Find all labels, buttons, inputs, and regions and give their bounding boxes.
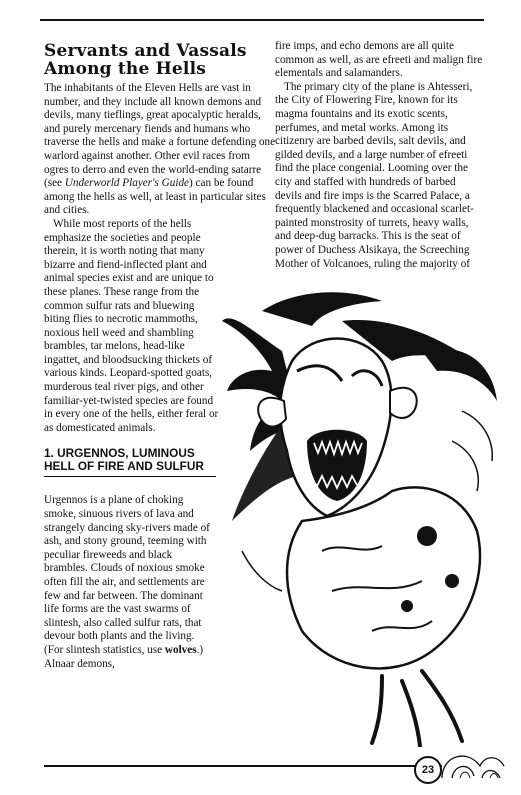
heading-line-1: 1. URGENNOS, LUMINOUS [44, 446, 195, 461]
section-title-line-1: Servants and Vassals [44, 41, 247, 61]
paragraph-urgennos: Urgennos is a plane of choking smoke, sinuous rivers of lava and strangely dancing sky-rivers made of ash, and stony ground, teeming with peculiar fireweeds and black brambles. Clouds of noxious smoke often fill the air, and settlements are few and far between. The dominant life forms are the vast swarms of slintesh, also called sulfur rats, that devour both plants and the living. (For slintesh statistics, use wolves.) Alnaar demons, [44, 494, 210, 670]
section-title [44, 42, 276, 78]
paragraph-inhabitants: The inhabitants of the Eleven Hells are vast in number, and they include all known demons and devils, many tieflings, great apocalyptic heralds, and purely mercenary fiends and humans who traverse the hells and make a fortune defending one warlord against another. Other evil races from ogres to derro and even the world-ending satarre (see Underworld Player's Guide) can be found among the hells as well, at least in particular sites and cities. [44, 82, 276, 217]
top-rule [40, 19, 484, 21]
paragraph-fire-imps: fire imps, and echo demons are all quite common as well, as are efreeti and malign fire elementals and salamanders. [275, 40, 483, 80]
right-column [275, 40, 483, 271]
bottom-rule [44, 765, 412, 767]
page-number: 23 [414, 756, 442, 784]
bold-term: wolves [164, 643, 197, 656]
heading-urgennos [44, 447, 216, 477]
demon-illustration [222, 291, 500, 747]
section-title-line-2: Among the Hells [44, 59, 206, 79]
book-reference: Underworld Player's Guide [64, 177, 190, 190]
paragraph-species: While most reports of the hells emphasize the societies and people therein, it is worth noting that many bizarre and fiend-inflected plant and animal species exist and are unique to these planes. These range from the common sulfur rats and bluewing biting flies to necrotic mammoths, noxious hell weed and shambling brambles, tar melons, head-like ingattet, and bloodsucking thickets of various kinds. Leopard-spotted goats, murderous teal river pigs, and other familiar-yet-twisted species are found in every one of the hells, either feral or as domesticated animals. [44, 217, 219, 434]
paragraph-ahtesseri: The primary city of the plane is Ahtesseri, the City of Flowering Fire, known for its magma fountains and its exotic scents, perfumes, and metal works. Among its citizenry are barbed devils, salt devils, and gilded devils, and a large number of efreeti find the place congenial. Looming over the city and staffed with hundreds of barbed devils and fire imps is the Scarred Palace, a frequently blackened and occasional scarlet-painted monstrosity of turrets, heavy walls, and deep-dug barracks. This is the seat of power of Duchess Alsikaya, the Screeching Mother of Volcanoes, ruling the majority of [275, 80, 474, 270]
heading-line-2: HELL OF FIRE AND SULFUR [44, 459, 204, 474]
